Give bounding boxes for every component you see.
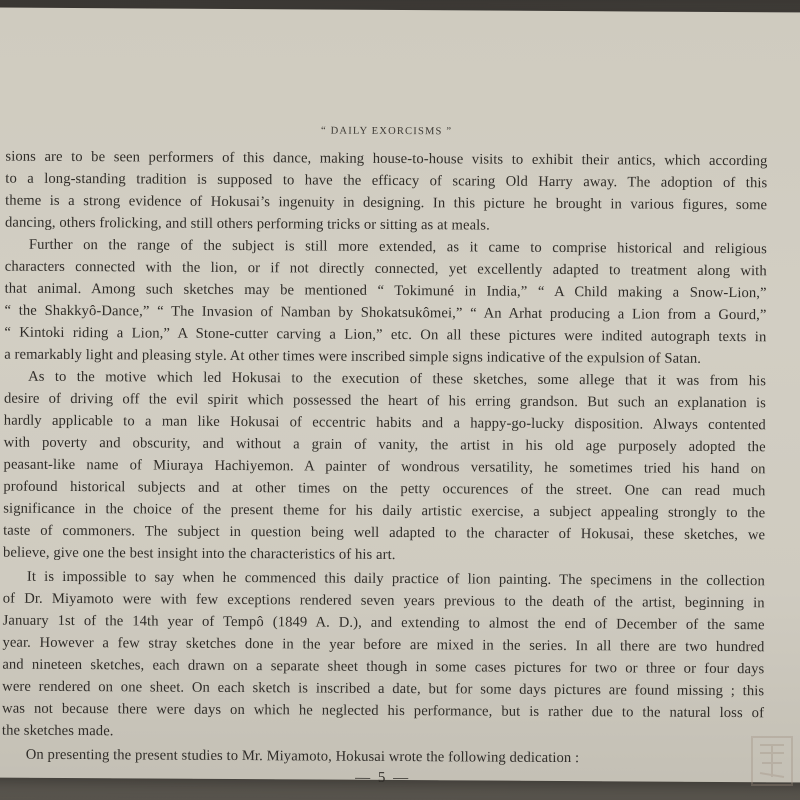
paragraph-start: On presenting the present studies to Mr. Miyamoto, Hokusai wrote the following dedication : <box>25 746 580 767</box>
text-line: to a long-standing tradition is supposed to have the efficacy of scaring Old Harry away. The adoption of this <box>5 170 768 192</box>
paragraph-start: Further on the range of the subject is still more extended, as it came to comprise historical and religious <box>28 236 767 258</box>
text-line: were rendered on one sheet. On each sketch is inscribed a date, but for some days pictures are found missing ; this <box>2 678 765 700</box>
text-line: theme is a strong evidence of Hokusai’s ingenuity in designing. In this picture he brought in various figures, some <box>5 192 768 214</box>
text-line: “ Kintoki riding a Lion,” A Stone-cutter carving a Lion,” etc. On all these pictures were indited autograph texts in <box>4 324 767 346</box>
text-line: hardly applicable to a man like Hokusai of eccentric habits and a happy-go-lucky disposition. Always contented <box>3 412 766 434</box>
text-line: characters connected with the lion, or if not directly connected, yet excellently adapted to treatment along with <box>4 258 767 280</box>
text-line: year. However a few stray sketches done in the year before are mixed in the series. In all there are two hundred <box>2 634 765 656</box>
document-page <box>0 7 800 787</box>
seal-watermark <box>750 735 794 787</box>
paragraph-start: It is impossible to say when he commenced this daily practice of lion painting. The specimens in the collection <box>26 568 765 590</box>
text-line: and nineteen sketches, each drawn on a separate sheet though in some cases pictures for two or three or four days <box>2 656 765 678</box>
text-line: was not because there were days on which he neglected his performance, but is rather due to the natural loss of <box>2 700 765 722</box>
text-line: peasant-like name of Miuraya Hachiyemon. A painter of wondrous versatility, he sometimes tried his hand on <box>3 456 766 478</box>
text-line: sions are to be seen performers of this dance, making house-to-house visits to exhibit their antics, which according <box>5 148 768 170</box>
text-line: January 1st of the 14th year of Tempô (1849 A. D.), and extending to almost the end of December of the same <box>2 612 765 634</box>
text-line: the sketches made. <box>1 722 114 740</box>
text-line: believe, give one the best insight into the characteristics of his art. <box>2 544 396 563</box>
text-line: with poverty and obscurity, and without a grain of vanity, the artist in his old age purposely adopted the <box>3 434 766 456</box>
text-line: significance in the choice of the present theme for his daily artistic exercise, a subject appealing strongly to the <box>3 500 766 522</box>
text-line: profound historical subjects and at other times on the petty occurences of the street. One can read much <box>3 478 766 500</box>
text-line: desire of driving off the evil spirit which possessed the heart of his erring grandson. But such an explanation is <box>3 390 767 412</box>
text-line: a remarkably light and pleasing style. At other times were inscribed simple signs indicative of the expulsion of Satan. <box>4 346 702 367</box>
text-line: taste of commoners. The subject in question being well adapted to the character of Hokusai, these sketches, we <box>3 522 766 544</box>
text-line: of Dr. Miyamoto were with few exceptions rendered seven years previous to the death of the artist, beginning in <box>2 590 765 612</box>
running-header: “ DAILY EXORCISMS ” <box>320 125 453 138</box>
text-line: “ the Shakkyô-Dance,” “ The Invasion of Namban by Shokatsukômei,” “ An Arhat producing a Lion from a Gourd,” <box>4 302 767 324</box>
text-line: dancing, others frolicking, and still others performing tricks or sitting as at meals. <box>4 214 490 234</box>
page-number: — 5 — <box>355 769 411 787</box>
paragraph-start: As to the motive which led Hokusai to the execution of these sketches, some allege that it was from his <box>28 368 767 390</box>
text-line: that animal. Among such sketches may be mentioned “ Tokimuné in India,” “ A Child making a Snow-Lion,” <box>4 280 767 302</box>
